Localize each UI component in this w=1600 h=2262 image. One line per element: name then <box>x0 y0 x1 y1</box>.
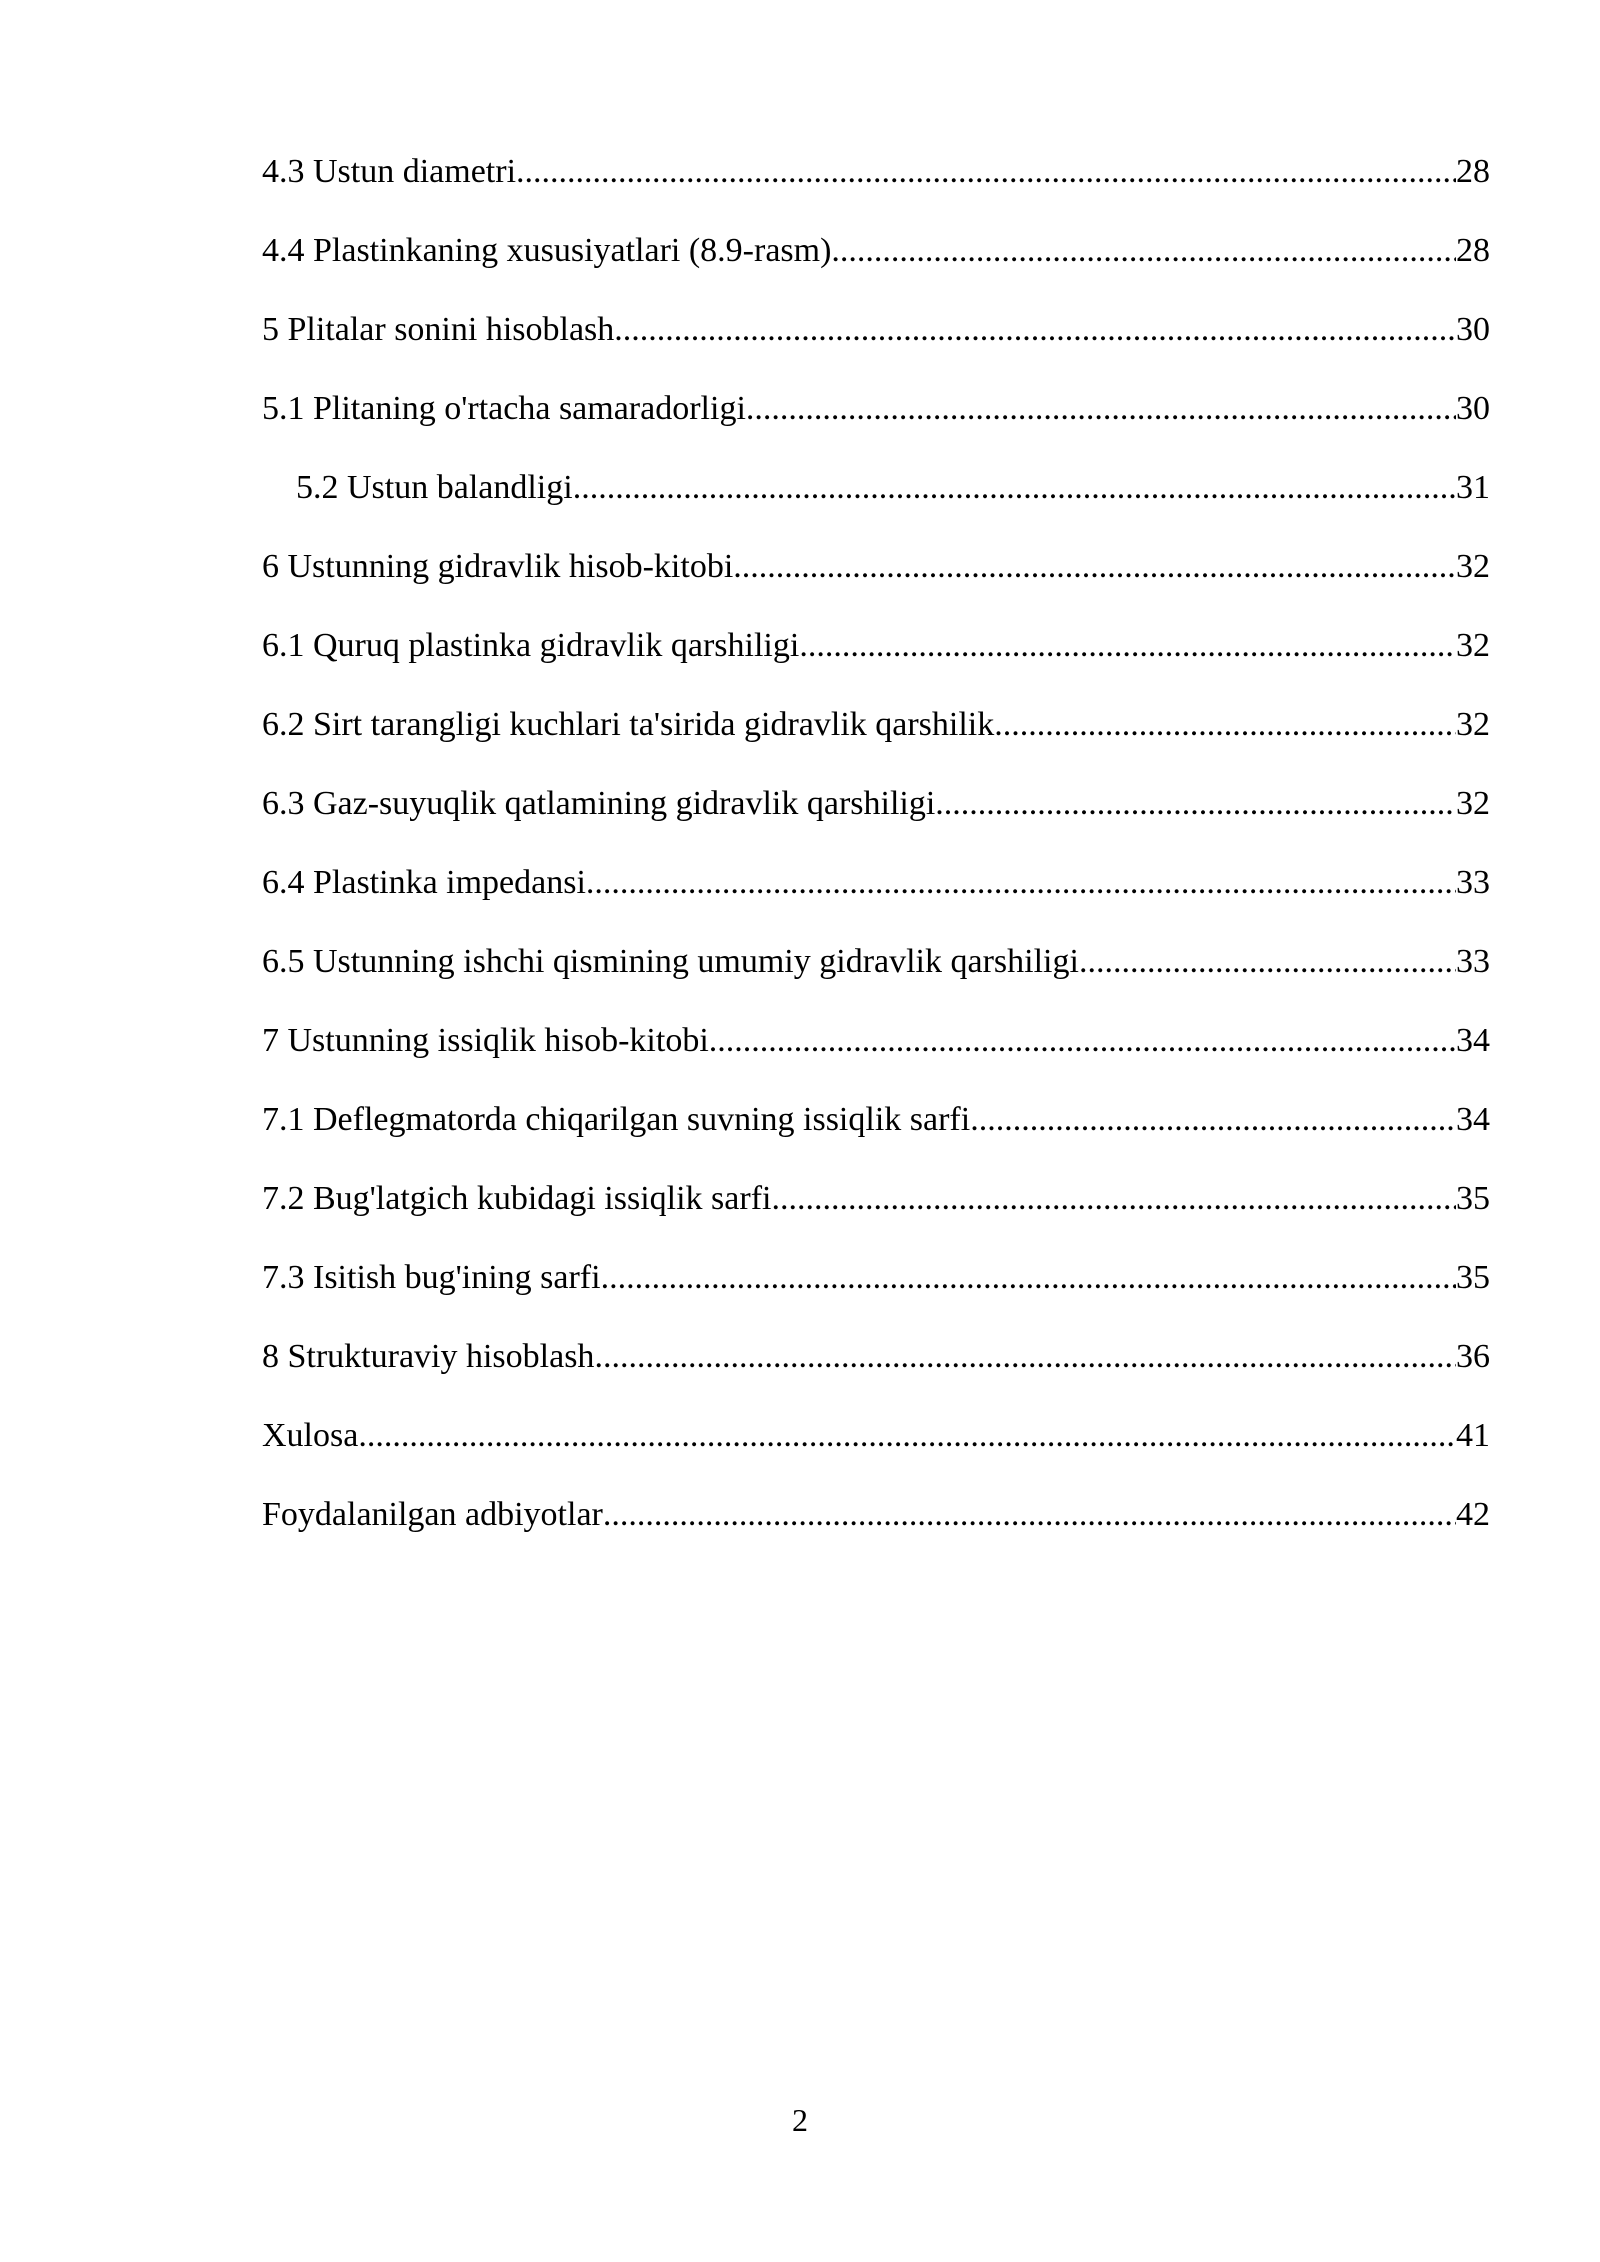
toc-entry-page: 36 <box>1456 1338 1490 1375</box>
toc-entry-label: 8 Strukturaviy hisoblash <box>262 1338 595 1375</box>
toc-entry-page: 28 <box>1456 153 1490 190</box>
toc-entry-page: 30 <box>1456 311 1490 348</box>
toc-leader-dots <box>935 784 1456 824</box>
toc-entry-page: 35 <box>1456 1180 1490 1217</box>
toc-leader-dots <box>586 863 1456 903</box>
toc-leader-dots <box>603 1495 1456 1535</box>
toc-entry[interactable] <box>262 389 1490 468</box>
toc-leader-dots <box>709 1021 1456 1061</box>
toc-entry[interactable] <box>262 705 1490 784</box>
toc-entry-label: 4.4 Plastinkaning xususiyatlari (8.9-rasm) <box>262 232 832 269</box>
toc-entry-page: 30 <box>1456 390 1490 427</box>
toc-entry-label: 6.2 Sirt tarangligi kuchlari ta'sirida gidravlik qarshilik <box>262 706 995 743</box>
toc-entry[interactable] <box>262 1258 1490 1337</box>
toc-entry-label: Foydalanilgan adbiyotlar <box>262 1496 603 1533</box>
toc-leader-dots <box>614 310 1456 350</box>
toc-entry[interactable] <box>262 1495 1490 1574</box>
toc-entry-page: 35 <box>1456 1259 1490 1296</box>
toc-leader-dots <box>799 626 1456 666</box>
toc-entry-page: 33 <box>1456 864 1490 901</box>
toc-leader-dots <box>994 705 1456 745</box>
table-of-contents <box>262 152 1490 1574</box>
toc-leader-dots <box>733 547 1456 587</box>
toc-entry[interactable] <box>262 784 1490 863</box>
toc-entry-label: 5 Plitalar sonini hisoblash <box>262 311 615 348</box>
toc-leader-dots <box>970 1100 1456 1140</box>
toc-leader-dots <box>573 468 1456 508</box>
toc-entry[interactable] <box>262 1337 1490 1416</box>
toc-entry-label: 7.2 Bug'latgich kubidagi issiqlik sarfi <box>262 1180 772 1217</box>
toc-entry-page: 31 <box>1456 469 1490 506</box>
toc-entry-page: 32 <box>1456 548 1490 585</box>
toc-entry-page: 28 <box>1456 232 1490 269</box>
toc-entry-label: 6.3 Gaz-suyuqlik qatlamining gidravlik qarshiligi <box>262 785 936 822</box>
toc-entry[interactable] <box>262 1416 1490 1495</box>
toc-entry-label: Xulosa <box>262 1417 359 1454</box>
toc-entry-page: 32 <box>1456 627 1490 664</box>
toc-entry-label: 6.4 Plastinka impedansi <box>262 864 586 901</box>
toc-leader-dots <box>516 152 1456 192</box>
toc-entry[interactable] <box>262 152 1490 231</box>
toc-entry-page: 32 <box>1456 706 1490 743</box>
toc-entry[interactable] <box>262 231 1490 310</box>
toc-entry[interactable] <box>262 310 1490 389</box>
toc-entry-label: 5.1 Plitaning o'rtacha samaradorligi <box>262 390 746 427</box>
toc-entry[interactable] <box>262 863 1490 942</box>
toc-leader-dots <box>1079 942 1456 982</box>
toc-leader-dots <box>601 1258 1456 1298</box>
toc-entry[interactable] <box>262 1179 1490 1258</box>
toc-entry-page: 34 <box>1456 1022 1490 1059</box>
page-number: 2 <box>792 2102 808 2138</box>
toc-leader-dots <box>358 1416 1456 1456</box>
toc-entry-page: 32 <box>1456 785 1490 822</box>
toc-entry-page: 42 <box>1456 1496 1490 1533</box>
toc-entry[interactable] <box>262 468 1490 547</box>
toc-entry-page: 33 <box>1456 943 1490 980</box>
toc-entry-label: 7.1 Deflegmatorda chiqarilgan suvning issiqlik sarfi <box>262 1101 971 1138</box>
toc-entry-page: 34 <box>1456 1101 1490 1138</box>
toc-entry-label: 5.2 Ustun balandligi <box>296 469 573 506</box>
toc-entry[interactable] <box>262 1021 1490 1100</box>
toc-entry-label: 7.3 Isitish bug'ining sarfi <box>262 1259 601 1296</box>
toc-leader-dots <box>746 389 1456 429</box>
toc-entry[interactable] <box>262 1100 1490 1179</box>
toc-entry-label: 7 Ustunning issiqlik hisob-kitobi <box>262 1022 709 1059</box>
toc-entry-label: 4.3 Ustun diametri <box>262 153 517 190</box>
toc-entry[interactable] <box>262 547 1490 626</box>
toc-entry-label: 6.5 Ustunning ishchi qismining umumiy gidravlik qarshiligi <box>262 943 1079 980</box>
toc-entry[interactable] <box>262 942 1490 1021</box>
toc-leader-dots <box>831 231 1456 271</box>
toc-entry-page: 41 <box>1456 1417 1490 1454</box>
toc-entry[interactable] <box>262 626 1490 705</box>
toc-leader-dots <box>594 1337 1456 1377</box>
toc-entry-label: 6.1 Quruq plastinka gidravlik qarshiligi <box>262 627 800 664</box>
toc-leader-dots <box>771 1179 1456 1219</box>
toc-entry-label: 6 Ustunning gidravlik hisob-kitobi <box>262 548 734 585</box>
